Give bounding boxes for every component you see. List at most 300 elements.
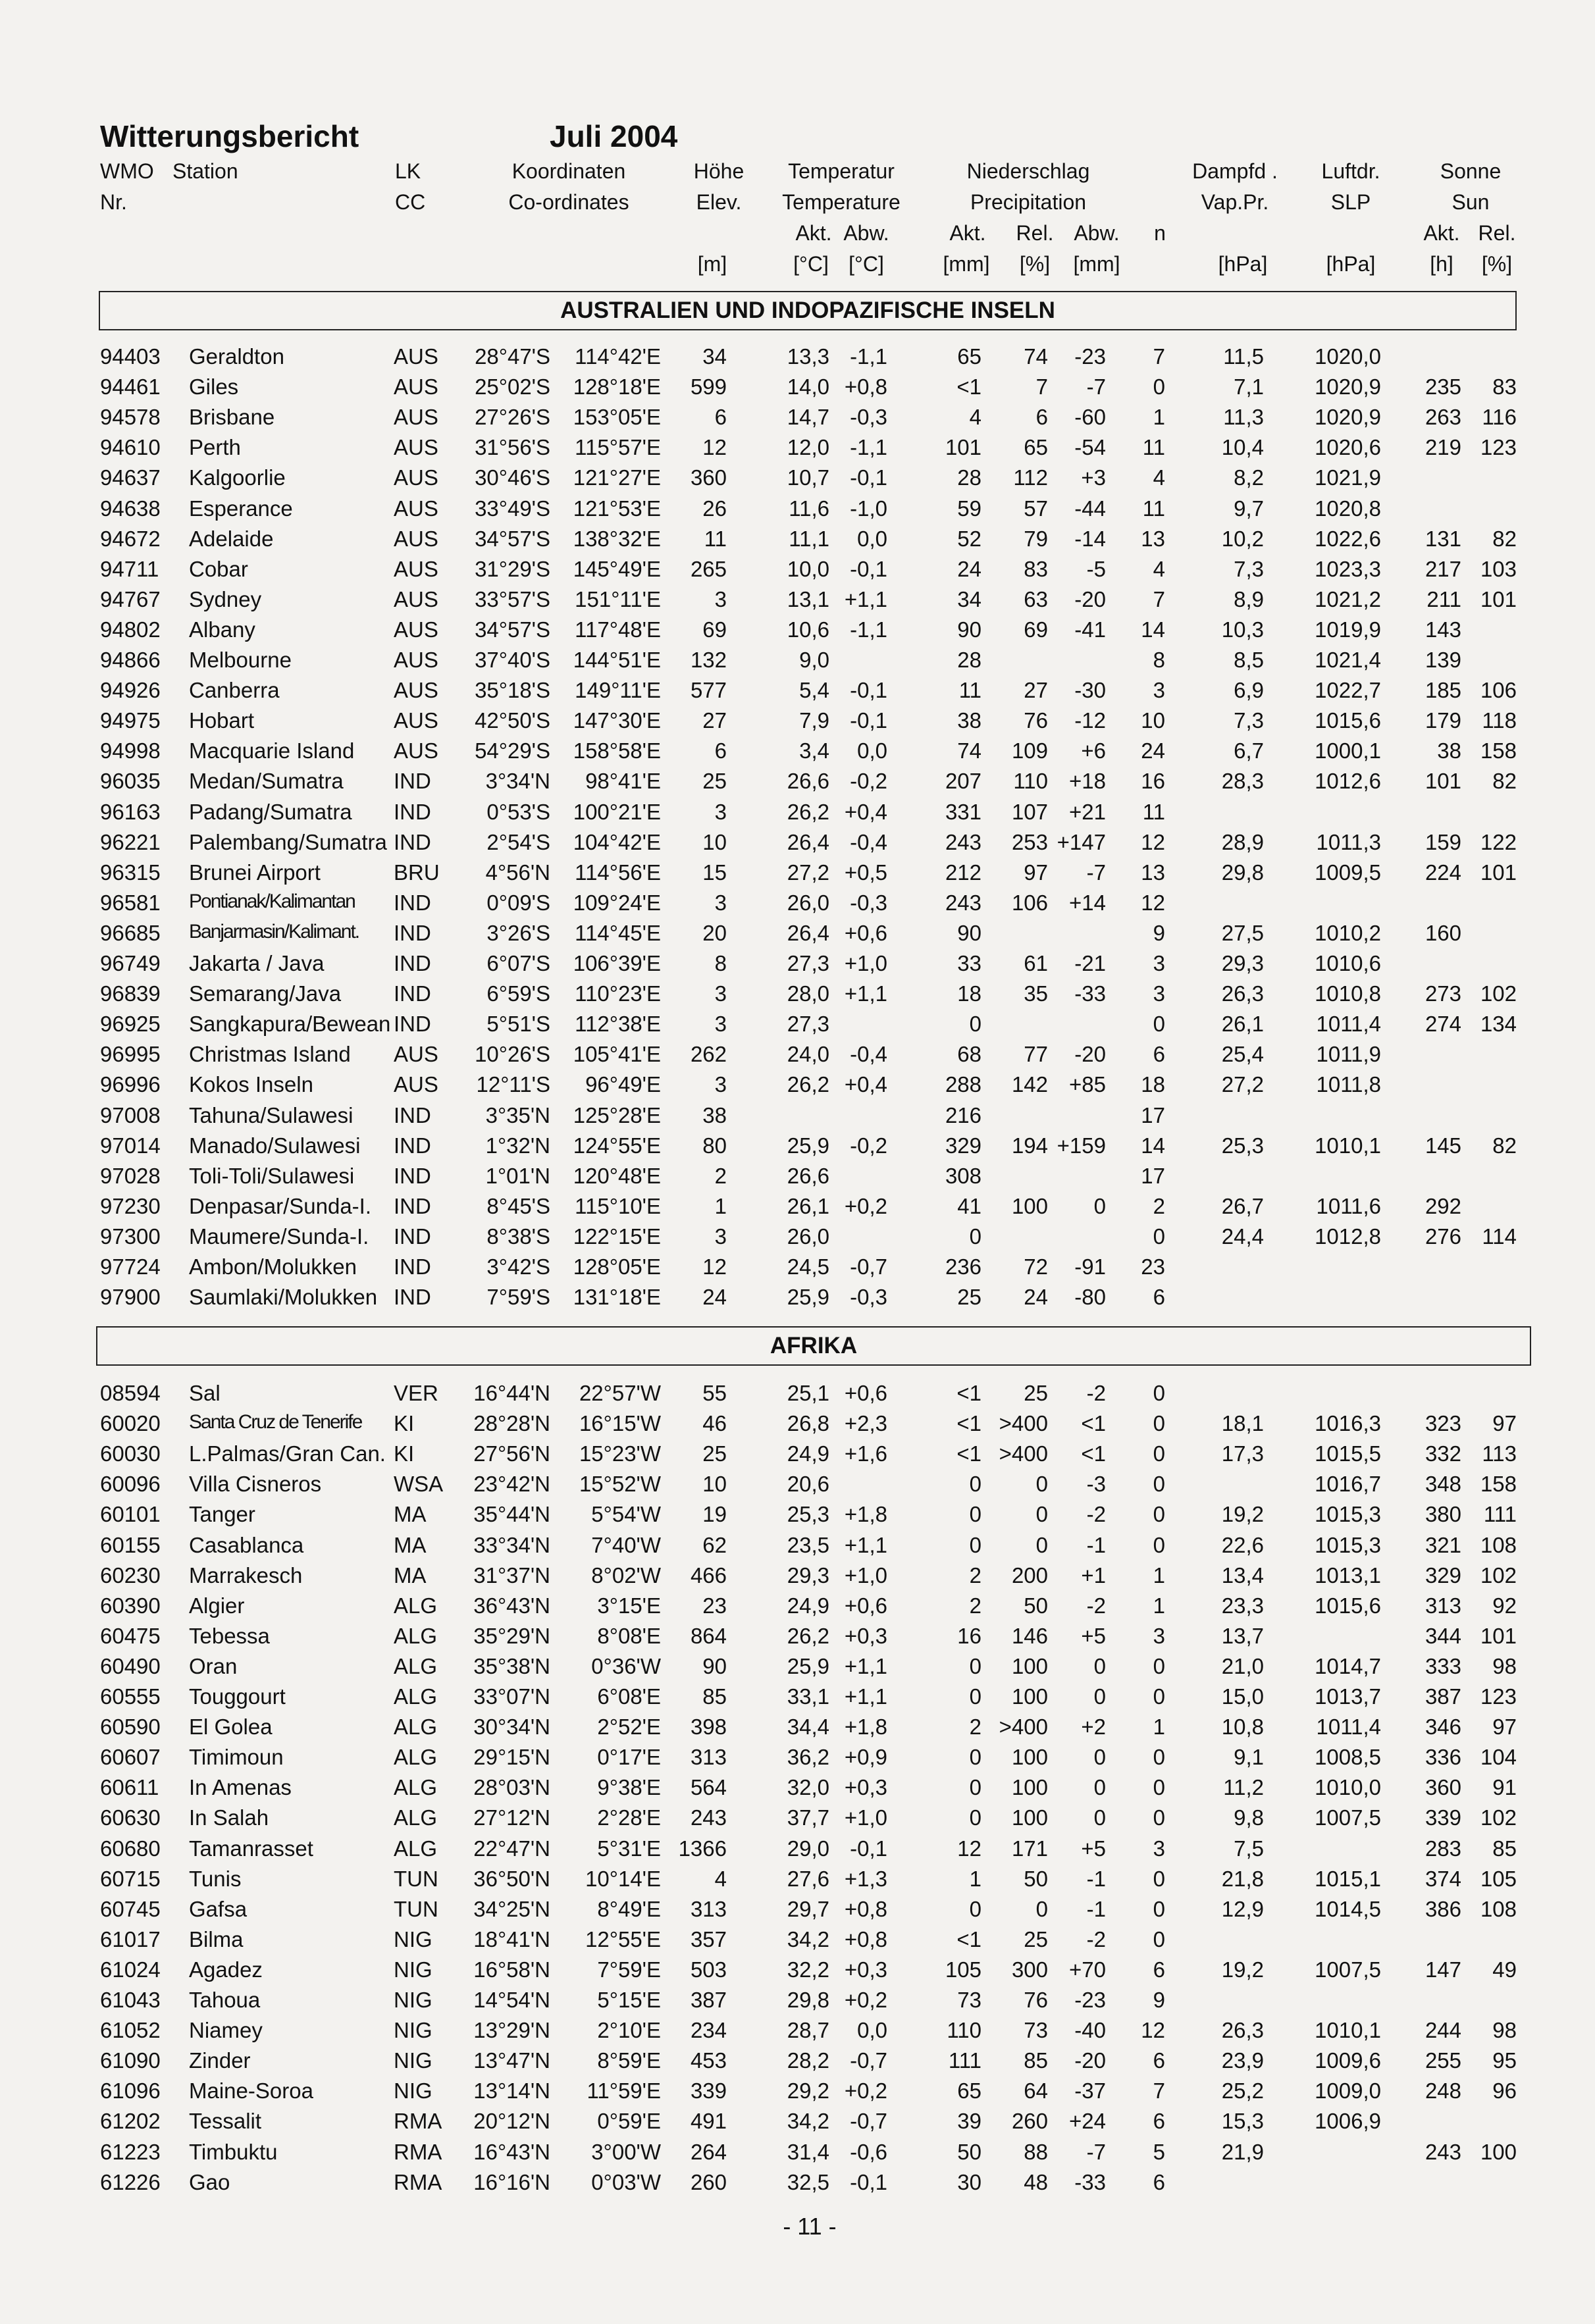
- header-temp-akt: Akt.: [795, 221, 832, 245]
- header-sonne: Sonne: [1440, 159, 1502, 183]
- cell-station: Agadez: [189, 1957, 263, 1982]
- cell-hoehe: 90: [702, 1653, 727, 1678]
- cell-pr-abw: +5: [1081, 1623, 1106, 1648]
- cell-luft: 1016,3: [1315, 1411, 1381, 1436]
- cell-sun-rel: 113: [1482, 1441, 1517, 1466]
- cell-pr-n: 24: [1141, 738, 1165, 763]
- cell-lk: ALG: [394, 1836, 438, 1861]
- table-row: [0, 2170, 1595, 2200]
- cell-pr-akt: 65: [957, 2079, 981, 2104]
- cell-sun-akt: 219: [1425, 435, 1461, 460]
- cell-luft: 1012,6: [1315, 769, 1381, 794]
- cell-station: Ambon/Molukken: [189, 1254, 357, 1279]
- cell-sun-rel: 101: [1480, 586, 1517, 611]
- cell-pr-abw: -5: [1086, 556, 1106, 581]
- cell-lat: 33°57'S: [475, 586, 550, 611]
- cell-temp-abw: +1,1: [844, 586, 887, 611]
- cell-hoehe: 264: [690, 2139, 727, 2164]
- cell-luft: 1021,4: [1315, 648, 1381, 672]
- cell-pr-akt: 111: [948, 2048, 981, 2073]
- cell-luft: 1010,2: [1315, 920, 1381, 945]
- cell-wmo: 97008: [100, 1102, 161, 1127]
- cell-dampf: 15,3: [1221, 2109, 1264, 2134]
- cell-lat: 31°29'S: [475, 556, 550, 581]
- cell-lon: 147°30'E: [573, 708, 661, 733]
- cell-wmo: 94711: [100, 556, 159, 581]
- cell-lon: 3°15'E: [597, 1593, 661, 1618]
- cell-pr-akt: 0: [969, 1224, 981, 1249]
- cell-pr-n: 6: [1153, 1957, 1165, 1982]
- table-row: [0, 344, 1595, 374]
- cell-lat: 27°56'N: [473, 1441, 550, 1466]
- cell-dampf: 18,1: [1221, 1411, 1264, 1436]
- cell-lat: 7°59'S: [486, 1285, 550, 1310]
- cell-station: Gao: [189, 2169, 230, 2194]
- cell-temp-akt: 9,0: [799, 648, 829, 672]
- cell-lk: BRU: [394, 860, 440, 885]
- cell-pr-abw: +21: [1069, 799, 1106, 824]
- cell-pr-n: 0: [1153, 1926, 1165, 1951]
- cell-lat: 30°46'S: [475, 465, 550, 490]
- cell-lat: 3°34'N: [485, 769, 550, 794]
- cell-hoehe: 24: [702, 1285, 727, 1310]
- cell-station: Perth: [189, 435, 241, 460]
- cell-pr-abw: -23: [1074, 344, 1106, 369]
- cell-luft: 1011,9: [1316, 1042, 1381, 1067]
- cell-lk: IND: [394, 1193, 431, 1218]
- cell-dampf: 26,1: [1221, 1012, 1264, 1037]
- cell-sun-rel: 105: [1480, 1866, 1517, 1891]
- cell-hoehe: 23: [702, 1593, 727, 1618]
- cell-dampf: 15,0: [1221, 1684, 1264, 1709]
- cell-dampf: 27,2: [1221, 1072, 1264, 1097]
- cell-station: Santa Cruz de Tenerife: [189, 1411, 362, 1433]
- cell-luft: 1011,4: [1316, 1012, 1381, 1037]
- cell-lk: IND: [394, 1224, 431, 1249]
- cell-lon: 10°14'E: [585, 1866, 661, 1891]
- cell-wmo: 96315: [100, 860, 161, 885]
- cell-pr-rel: 0: [1035, 1472, 1048, 1497]
- cell-lat: 34°57'S: [475, 617, 550, 642]
- cell-pr-abw: +70: [1069, 1957, 1106, 1982]
- cell-pr-rel: 27: [1024, 678, 1048, 703]
- cell-temp-akt: 37,7: [787, 1805, 829, 1830]
- cell-temp-abw: +0,6: [844, 920, 887, 945]
- cell-sun-akt: 323: [1425, 1411, 1461, 1436]
- cell-temp-abw: +0,2: [844, 2079, 887, 2104]
- cell-sun-rel: 123: [1480, 1684, 1517, 1709]
- cell-sun-akt: 374: [1425, 1866, 1461, 1891]
- cell-pr-n: 6: [1153, 2109, 1165, 2134]
- cell-temp-akt: 28,7: [787, 2018, 829, 2043]
- cell-wmo: 96685: [100, 920, 161, 945]
- cell-hoehe: 11: [704, 526, 727, 551]
- cell-pr-akt: 329: [945, 1133, 981, 1158]
- cell-dampf: 7,5: [1234, 1836, 1264, 1861]
- cell-sun-akt: 159: [1425, 829, 1461, 854]
- cell-pr-akt: 68: [957, 1042, 981, 1067]
- cell-temp-abw: -0,1: [850, 1836, 887, 1861]
- cell-hoehe: 503: [690, 1957, 727, 1982]
- cell-wmo: 97900: [100, 1285, 161, 1310]
- cell-pr-rel: 0: [1035, 1502, 1048, 1527]
- cell-lat: 54°29'S: [475, 738, 550, 763]
- cell-sun-rel: 158: [1480, 1472, 1517, 1497]
- cell-temp-akt: 34,2: [787, 1926, 829, 1951]
- cell-lon: 5°54'W: [591, 1502, 661, 1527]
- cell-dampf: 26,3: [1221, 981, 1264, 1006]
- cell-wmo: 60555: [100, 1684, 161, 1709]
- cell-pr-akt: 16: [957, 1623, 981, 1648]
- cell-pr-rel: 7: [1035, 374, 1048, 400]
- cell-dampf: 11,3: [1223, 405, 1264, 430]
- cell-pr-akt: 39: [957, 2109, 981, 2134]
- cell-sun-rel: 108: [1480, 1532, 1517, 1557]
- cell-lon: 109°24'E: [573, 890, 661, 915]
- cell-wmo: 61223: [100, 2139, 161, 2164]
- cell-temp-akt: 27,3: [787, 951, 829, 975]
- cell-lon: 11°59'E: [587, 2079, 661, 2104]
- cell-luft: 1011,3: [1316, 829, 1381, 854]
- cell-pr-n: 4: [1153, 465, 1165, 490]
- cell-pr-akt: 30: [957, 2169, 981, 2194]
- cell-sun-akt: 217: [1425, 556, 1461, 581]
- table-row: [0, 617, 1595, 648]
- cell-temp-akt: 10,7: [787, 465, 829, 490]
- table-row: [0, 981, 1595, 1012]
- cell-pr-abw: 0: [1093, 1745, 1106, 1770]
- table-row: [0, 1103, 1595, 1133]
- cell-temp-akt: 32,0: [787, 1775, 829, 1800]
- cell-pr-n: 11: [1142, 435, 1165, 460]
- cell-lk: IND: [394, 829, 431, 854]
- cell-hoehe: 8: [714, 951, 727, 975]
- cell-luft: 1019,9: [1315, 617, 1381, 642]
- cell-lon: 115°10'E: [575, 1193, 661, 1218]
- cell-hoehe: 4: [714, 1866, 727, 1891]
- cell-lon: 8°59'E: [597, 2048, 661, 2073]
- cell-lon: 15°23'W: [579, 1441, 661, 1466]
- cell-lon: 104°42'E: [573, 829, 661, 854]
- unit-sun-akt: [h]: [1430, 252, 1453, 276]
- cell-dampf: 29,8: [1221, 860, 1264, 885]
- cell-wmo: 94578: [100, 405, 161, 430]
- cell-pr-abw: -1: [1086, 1866, 1106, 1891]
- cell-lat: 1°32'N: [485, 1133, 550, 1158]
- cell-lk: NIG: [394, 2079, 432, 2104]
- cell-luft: 1021,2: [1315, 586, 1381, 611]
- cell-dampf: 19,2: [1221, 1502, 1264, 1527]
- cell-sun-rel: 102: [1480, 1562, 1517, 1588]
- cell-pr-rel: 73: [1024, 2018, 1048, 2043]
- cell-wmo: 94926: [100, 678, 161, 703]
- cell-pr-abw: -2: [1086, 1502, 1106, 1527]
- cell-temp-akt: 13,1: [787, 586, 829, 611]
- cell-luft: 1015,3: [1315, 1532, 1381, 1557]
- cell-station: Niamey: [189, 2018, 263, 2043]
- cell-temp-akt: 13,3: [787, 344, 829, 369]
- cell-pr-abw: +18: [1069, 769, 1106, 794]
- cell-pr-n: 18: [1141, 1072, 1165, 1097]
- cell-lon: 138°32'E: [573, 526, 661, 551]
- cell-pr-akt: 59: [957, 496, 981, 521]
- cell-pr-abw: +159: [1057, 1133, 1106, 1158]
- cell-lat: 6°07'S: [486, 951, 550, 975]
- cell-pr-akt: 331: [945, 799, 981, 824]
- cell-wmo: 60590: [100, 1715, 161, 1740]
- cell-pr-n: 3: [1153, 678, 1165, 703]
- cell-pr-akt: 52: [957, 526, 981, 551]
- cell-pr-akt: 243: [945, 890, 981, 915]
- cell-temp-abw: +0,6: [844, 1381, 887, 1405]
- cell-hoehe: 577: [690, 678, 727, 703]
- cell-hoehe: 19: [702, 1502, 727, 1527]
- table-row: [0, 1775, 1595, 1805]
- cell-dampf: 23,3: [1221, 1593, 1264, 1618]
- cell-pr-n: 1: [1153, 1562, 1165, 1588]
- cell-dampf: 7,1: [1234, 374, 1264, 400]
- cell-wmo: 61090: [100, 2048, 161, 2073]
- cell-pr-rel: 63: [1024, 586, 1048, 611]
- cell-temp-akt: 25,9: [787, 1285, 829, 1310]
- cell-station: Maine-Soroa: [189, 2079, 313, 2104]
- cell-temp-abw: +0,6: [844, 1593, 887, 1618]
- cell-hoehe: 62: [702, 1532, 727, 1557]
- cell-lk: IND: [394, 951, 431, 975]
- cell-sun-rel: 97: [1492, 1411, 1517, 1436]
- cell-sun-akt: 386: [1425, 1896, 1461, 1921]
- cell-pr-akt: 212: [945, 860, 981, 885]
- cell-sun-rel: 134: [1480, 1012, 1517, 1037]
- cell-sun-rel: 101: [1480, 860, 1517, 885]
- cell-lat: 16°43'N: [473, 2139, 550, 2164]
- header-coords: Koordinaten: [511, 159, 626, 183]
- cell-pr-abw: -44: [1074, 496, 1106, 521]
- cell-temp-abw: +1,1: [844, 1653, 887, 1678]
- table-row: [0, 830, 1595, 860]
- table-row: [0, 1897, 1595, 1927]
- cell-station: Pontianak/Kalimantan: [189, 890, 355, 912]
- cell-pr-n: 7: [1153, 344, 1165, 369]
- cell-dampf: 10,3: [1221, 617, 1264, 642]
- cell-pr-rel: 76: [1024, 708, 1048, 733]
- cell-lk: ALG: [394, 1653, 438, 1678]
- cell-lat: 0°09'S: [486, 890, 550, 915]
- cell-station: Kokos Inseln: [189, 1072, 313, 1097]
- cell-hoehe: 313: [690, 1745, 727, 1770]
- cell-dampf: 10,2: [1221, 526, 1264, 551]
- cell-temp-akt: 14,7: [787, 405, 829, 430]
- cell-wmo: 94767: [100, 586, 161, 611]
- cell-lat: 31°56'S: [475, 435, 550, 460]
- cell-pr-akt: 38: [957, 708, 981, 733]
- cell-dampf: 28,3: [1221, 769, 1264, 794]
- table-row: [0, 1988, 1595, 2018]
- cell-lon: 0°59'E: [597, 2109, 661, 2134]
- cell-lat: 37°40'S: [475, 648, 550, 672]
- table-row: [0, 1654, 1595, 1684]
- cell-pr-rel: 0: [1035, 1896, 1048, 1921]
- header-dampf-en: Vap.Pr.: [1201, 190, 1269, 214]
- cell-station: Cobar: [189, 556, 248, 581]
- cell-lk: TUN: [394, 1866, 438, 1891]
- cell-lk: AUS: [394, 496, 438, 521]
- header-station: Station: [172, 159, 238, 183]
- cell-lat: 33°49'S: [475, 496, 550, 521]
- cell-temp-akt: 7,9: [799, 708, 829, 733]
- cell-temp-akt: 31,4: [787, 2139, 829, 2164]
- table-row: [0, 769, 1595, 799]
- table-row: [0, 800, 1595, 830]
- cell-pr-akt: 73: [957, 1988, 981, 2012]
- cell-station: In Amenas: [189, 1775, 292, 1800]
- cell-hoehe: 26: [702, 496, 727, 521]
- cell-pr-rel: 6: [1035, 405, 1048, 430]
- cell-lat: 16°16'N: [473, 2169, 550, 2194]
- cell-wmo: 97028: [100, 1163, 161, 1188]
- cell-pr-rel: 110: [1013, 769, 1048, 794]
- cell-hoehe: 3: [714, 586, 727, 611]
- cell-pr-rel: 112: [1013, 465, 1048, 490]
- header-pr-rel: Rel.: [1016, 221, 1054, 245]
- cell-temp-abw: +1,1: [844, 1532, 887, 1557]
- cell-lat: 29°15'N: [473, 1745, 550, 1770]
- cell-station: Timbuktu: [189, 2139, 278, 2164]
- cell-station: Gafsa: [189, 1896, 248, 1921]
- cell-wmo: 60390: [100, 1593, 161, 1618]
- cell-temp-akt: 34,2: [787, 2109, 829, 2134]
- cell-pr-akt: <1: [956, 1926, 981, 1951]
- cell-lk: AUS: [394, 405, 438, 430]
- cell-temp-akt: 27,6: [787, 1866, 829, 1891]
- cell-pr-akt: 0: [969, 1472, 981, 1497]
- cell-pr-rel: 106: [1011, 890, 1048, 915]
- cell-pr-akt: 65: [957, 344, 981, 369]
- cell-lat: 3°35'N: [485, 1102, 550, 1127]
- cell-temp-akt: 24,9: [787, 1593, 829, 1618]
- cell-wmo: 60475: [100, 1623, 161, 1648]
- cell-lk: AUS: [394, 648, 438, 672]
- cell-sun-akt: 274: [1425, 1012, 1461, 1037]
- cell-sun-akt: 292: [1425, 1193, 1461, 1218]
- cell-wmo: 94672: [100, 526, 161, 551]
- cell-lon: 8°08'E: [597, 1623, 661, 1648]
- cell-pr-n: 0: [1153, 1224, 1165, 1249]
- cell-hoehe: 80: [702, 1133, 727, 1158]
- cell-temp-abw: -0,1: [850, 2169, 887, 2194]
- cell-dampf: 26,3: [1221, 2018, 1264, 2043]
- cell-pr-rel: >400: [999, 1715, 1048, 1740]
- cell-lk: IND: [394, 920, 431, 945]
- cell-dampf: 29,3: [1221, 951, 1264, 975]
- cell-wmo: 60155: [100, 1532, 161, 1557]
- cell-station: Medan/Sumatra: [189, 769, 344, 794]
- cell-sun-akt: 131: [1425, 526, 1461, 551]
- cell-hoehe: 3: [714, 1224, 727, 1249]
- cell-hoehe: 1366: [678, 1836, 727, 1861]
- cell-temp-abw: +0,3: [844, 1623, 887, 1648]
- header-wmo: WMO: [100, 159, 154, 183]
- cell-luft: 1015,6: [1315, 708, 1381, 733]
- cell-pr-abw: -91: [1074, 1254, 1106, 1279]
- cell-station: In Salah: [189, 1805, 269, 1830]
- cell-wmo: 60101: [100, 1502, 161, 1527]
- cell-sun-rel: 97: [1492, 1715, 1517, 1740]
- header-nieder: Niederschlag: [966, 159, 1090, 183]
- table-row: [0, 951, 1595, 981]
- cell-lat: 34°57'S: [475, 526, 550, 551]
- cell-pr-abw: -60: [1074, 405, 1106, 430]
- cell-pr-n: 17: [1141, 1163, 1165, 1188]
- cell-station: Jakarta / Java: [189, 951, 325, 975]
- cell-pr-n: 0: [1153, 1805, 1165, 1830]
- cell-pr-n: 12: [1141, 890, 1165, 915]
- cell-station: Semarang/Java: [189, 981, 342, 1006]
- cell-luft: 1020,9: [1315, 374, 1381, 400]
- cell-pr-n: 2: [1153, 1193, 1165, 1218]
- table-row: [0, 708, 1595, 738]
- cell-temp-abw: -0,1: [850, 556, 887, 581]
- cell-temp-akt: 26,4: [787, 920, 829, 945]
- cell-pr-n: 0: [1153, 1411, 1165, 1436]
- header-temp: Temperatur: [788, 159, 895, 183]
- cell-station: Banjarmasin/Kalimant.: [189, 920, 359, 943]
- cell-hoehe: 34: [702, 344, 727, 369]
- table-row: [0, 921, 1595, 951]
- cell-temp-akt: 20,6: [787, 1472, 829, 1497]
- cell-pr-n: 14: [1141, 617, 1165, 642]
- cell-pr-akt: 11: [958, 678, 981, 703]
- header-hoehe: Höhe: [693, 159, 745, 183]
- cell-temp-abw: -0,3: [850, 405, 887, 430]
- report-title: Witterungsbericht: [100, 119, 359, 153]
- cell-dampf: 25,4: [1221, 1042, 1264, 1067]
- cell-pr-akt: 50: [957, 2139, 981, 2164]
- cell-sun-akt: 276: [1425, 1224, 1461, 1249]
- cell-station: Esperance: [189, 496, 293, 521]
- cell-lon: 115°57'E: [575, 435, 661, 460]
- cell-lat: 4°56'N: [485, 860, 550, 885]
- cell-lon: 98°41'E: [585, 769, 661, 794]
- cell-station: Timimoun: [189, 1745, 284, 1770]
- cell-lk: IND: [394, 1163, 431, 1188]
- cell-pr-akt: 41: [957, 1193, 981, 1218]
- cell-sun-akt: 244: [1425, 2018, 1461, 2043]
- cell-pr-n: 11: [1142, 496, 1165, 521]
- cell-temp-akt: 25,9: [787, 1133, 829, 1158]
- cell-lon: 7°40'W: [591, 1532, 661, 1557]
- cell-hoehe: 360: [690, 465, 727, 490]
- cell-lat: 34°25'N: [473, 1896, 550, 1921]
- cell-sun-rel: 85: [1492, 1836, 1517, 1861]
- cell-wmo: 60630: [100, 1805, 161, 1830]
- header-luft-en: SLP: [1330, 190, 1371, 214]
- table-row: [0, 405, 1595, 435]
- cell-station: Algier: [189, 1593, 245, 1618]
- cell-pr-abw: -30: [1074, 678, 1106, 703]
- cell-lat: 13°29'N: [473, 2018, 550, 2043]
- cell-pr-n: 13: [1141, 526, 1165, 551]
- cell-lat: 31°37'N: [473, 1562, 550, 1588]
- cell-lon: 2°52'E: [597, 1715, 661, 1740]
- cell-lk: AUS: [394, 526, 438, 551]
- cell-temp-abw: +1,0: [844, 1562, 887, 1588]
- cell-lat: 28°47'S: [475, 344, 550, 369]
- table-row: [0, 374, 1595, 405]
- cell-wmo: 96221: [100, 829, 161, 854]
- cell-pr-akt: 90: [957, 920, 981, 945]
- cell-temp-abw: +1,1: [844, 1684, 887, 1709]
